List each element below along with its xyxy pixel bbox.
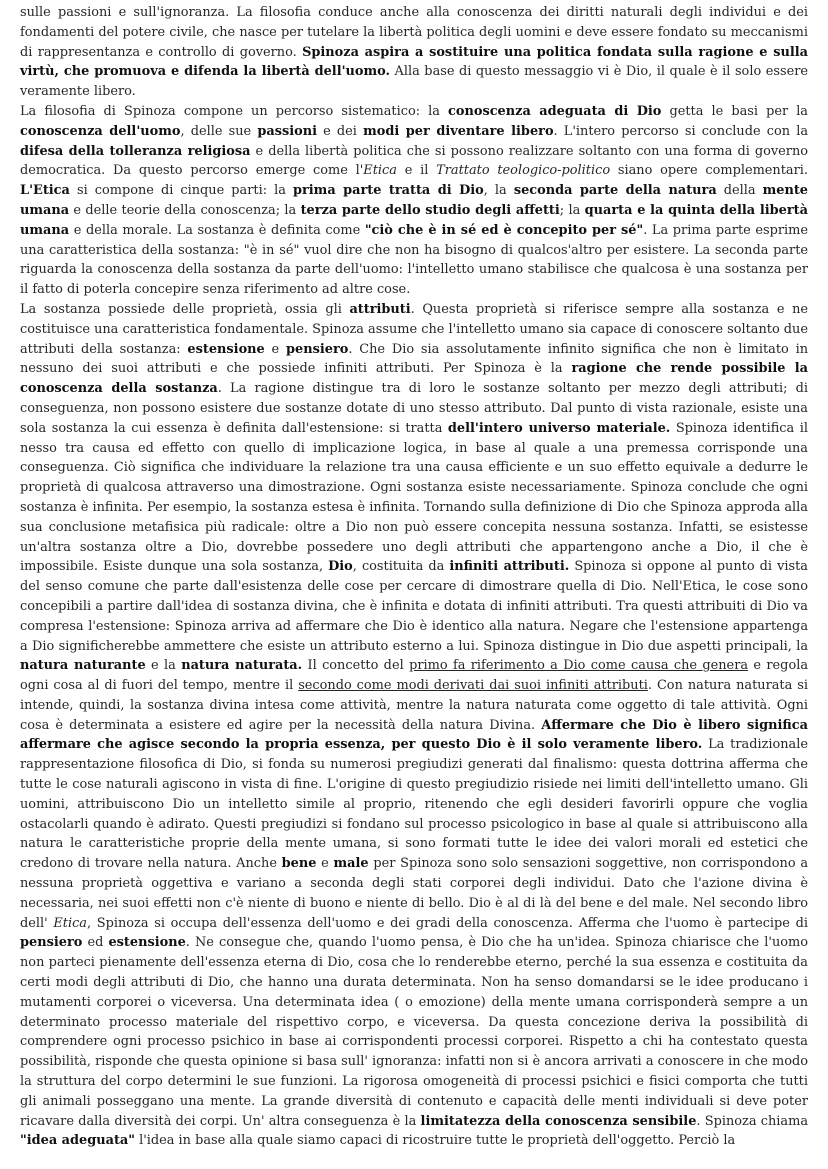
paragraph [20,102,808,300]
italic-text: Etica [363,163,397,179]
bold-text: quarta e la quinta della libertà umana [20,202,808,238]
text-run: e regola ogni cosa al di fuori del tempo, mentre il [20,658,809,694]
text-run: della [716,183,763,199]
bold-text: pensiero [286,341,349,357]
text-run: e [316,856,334,872]
text-run: e la [145,658,182,674]
italic-text: Trattato teologico-politico [436,163,611,179]
text-run: e [264,341,286,357]
paragraph [20,3,808,102]
underlined-text: primo fa riferimento a Dio come causa che genera [409,658,749,674]
text-run: . Questa proprietà si riferisce sempre alla sostanza e ne costituisce una caratteristica fondamentale. Spinoza assume che l'intelletto umano sia capace di conoscere soltanto due attributi della sostanza: [20,301,808,357]
bold-text: estensione [108,935,186,951]
text-run: . Che Dio sia assolutamente infinito significa che non è limitato in nessuno dei suoi attributi e che possiede infiniti attributi. Per Spinoza è la [20,341,809,377]
bold-text: bene [281,856,317,872]
bold-text: prima parte tratta di Dio [292,183,484,199]
bold-text: passioni [257,123,317,139]
bold-text: ragione che rende possibile la conoscenza della sostanza [20,361,808,397]
bold-text: natura naturante [20,658,146,674]
bold-text: limitatezza della conoscenza sensibile [420,1113,697,1129]
text-run: . La prima parte esprime una caratteristica della sostanza: "è in sé" vuol dire che non ha bisogno di qualcos'altro per esistere. La seconda parte riguarda la conoscenza della sostanza da parte dell'uomo: l'intelletto umano stabilisce che qualcosa è una sostanza per il fatto di poterla concepire senza riferimento ad altre cose. [20,222,808,298]
text-run: per Spinoza sono solo sensazioni soggettive, non corrispondono a nessuna proprietà oggettiva e variano a seconda degli stati corporei degli individui. Dato che l'azione divina è necessaria, nei suoi effetti non c'è niente di buono e niente di bello. Dio è al di là del bene e del male. Nel secondo libro dell' [20,856,809,931]
text-run: e dei [317,123,364,139]
text-run: . L'intero percorso si conclude con la [553,123,809,139]
bold-text: seconda parte della natura [513,183,717,199]
text-run: La sostanza possiede delle proprietà, ossia gli [20,301,350,317]
bold-text: Affermare che Dio è libero significa affermare che agisce secondo la propria essenza, per questo Dio è il solo veramente libero. [20,717,808,753]
text-run: . Con natura naturata si intende, quindi, la sostanza divina intesa come attività, mentre la natura naturata come oggetto di tale attività. Ogni cosa è determinata a esistere ed agire per la necessità della natura Divina. [20,678,808,733]
paragraph [20,300,808,1151]
bold-text: modi per diventare libero [363,123,554,139]
bold-text: Dio [328,559,353,575]
text-run: l'idea in base alla quale siamo capaci di ricostruire tutte le proprietà dell'oggetto. Perciò la [135,1133,736,1149]
underlined-text: secondo come modi derivati dai suoi infiniti attributi [298,678,648,694]
bold-text: conoscenza adeguata di Dio [448,103,662,119]
text-run: e delle teorie della conoscenza; la [69,202,301,218]
bold-text: mente umana [20,183,809,218]
text-run: Il concetto del [302,658,410,674]
text-run: siano opere complementari. [610,163,808,179]
bold-text: infiniti attributi. [449,559,570,575]
text-run: Spinoza si oppone al punto di vista del senso comune che parte dall'esistenza delle cose per cercare di dimostrare quella di Dio. Nell'Etica, le cose sono concepibili a partire dall'idea di sostanza divina, che è infinita e dotata di infiniti attributi. Tra questi attribuiti di Dio va compresa l'estensione: Spinoza arriva ad affermare che Dio è identico alla natura. Negare che l'estensione appartenga a Dio significherebbe ammettere che esiste un attributo esterno a lui. Spinoza distingue in Dio due aspetti principali, la [20,559,808,654]
bold-text: Spinoza aspira a sostituire una politica fondata sulla ragione e sulla virtù, che promuova e difenda la libertà dell'uomo. [20,44,808,80]
text-run: e il [396,163,437,179]
italic-text: Etica [53,915,87,931]
bold-text: L'Etica [20,183,70,199]
bold-text: "ciò che è in sé ed è concepito per sé" [364,222,644,238]
text-run: getta le basi per la [661,103,808,119]
text-run: , delle sue [180,123,258,139]
bold-text: "idea adeguata" [20,1133,135,1149]
text-run: La tradizionale rappresentazione filosofica di Dio, si fonda su numerosi pregiudizi generati dal finalismo: questa dottrina afferma che tutte le cose naturali agiscono in vista di fine. L'origine di questo pregiudizio risiede nei limiti dell'intelletto umano. Gli uomini, attribuiscono Dio un intelletto simile al proprio, ritenendo che egli desideri favorirli oppure che voglia ostacolarli quando è adirato. Questi pregiudizi si fondano sul processo psicologico in base al quale si attribuiscono alla natura le caratteristiche proprie della mente umana, si sono formati tutte le idee dei valori morali ed estetici che credono di trovare nella natura. Anche [20,737,808,872]
text-run: , costituita da [352,559,450,575]
text-run: sulle passioni e sull'ignoranza. La filosofia conduce anche alla conoscenza dei diritti naturali degli individui e dei fondamenti del potere civile, che nasce per tutelare la libertà politica degli uomini e deve essere fondato su meccanismi di rappresentanza e controllo di governo. [20,5,808,60]
text-run: La filosofia di Spinoza compone un percorso sistematico: la [20,103,449,119]
document-page [20,3,808,1151]
text-run: e della libertà politica che si possono realizzare soltanto con una forma di governo democratica. Da questo percorso emerge come l' [20,143,809,179]
text-run: . La ragione distingue tra di loro le sostanze soltanto per mezzo degli attributi; di conseguenza, non possono esistere due sostanze dotate di uno stesso attributo. Dal punto di vista razionale, esiste una sola sostanza la cui essenza è definita dall'estensione: si tratta [20,381,808,436]
bold-text: attributi [349,301,411,317]
text-run: . Ne consegue che, quando l'uomo pensa, è Dio che ha un'idea. Spinoza chiarisce che l'uomo non parteci pienamente dell'essenza eterna di Dio, cosa che lo renderebbe eterno, perché la sua essenza e costituita da certi modi degli attributi di Dio, che hanno una durata determinata. Non ha senso domandarsi se le idee producano i mutamenti corporei o viceversa. Una determinata idea ( o emozione) della mente umana corrisponderà sempre a un determinato processo materiale del rispettivo corpo, e viceversa. Da questa concezione deriva la possibilità di comprendere ogni processo psichico in base ai corrispondenti processi corporei. Rispetto a chi ha contestato questa possibilità, risponde che questa opinione si basa sull' ignoranza: infatti non si è ancora arrivati a conoscere in che modo la struttura del corpo determini le sue funzioni. La rigorosa omogeneità di processi psichici e fisici comporta che tutti gli animali posseggano una mente. La grande diversità di contenuto e capacità delle menti individuali si deve poter ricavare dalla diversità dei corpi. Un' altra conseguenza è la [20,935,808,1129]
text-run: ed [82,935,109,951]
bold-text: pensiero [20,935,83,951]
text-run: Alla base di questo messaggio vi è Dio, il quale è il solo essere veramente libero. [20,64,809,100]
text-run: Spinoza identifica il nesso tra causa ed effetto con quello di implicazione logica, in base al quale a una premessa corrisponde una conseguenza. Ciò significa che individuare la relazione tra una causa efficiente e un suo effetto equivale a dedurre le proprietà di qualcosa attraverso una dimostrazione. Ogni sostanza esiste necessariamente. Spinoza conclude che ogni sostanza è infinita. Per esempio, la sostanza estesa è infinita. Tornando sulla definizione di Dio che Spinoza approda alla sua conclusione metafisica più radicale: oltre a Dio non può essere concepita nessuna sostanza. Infatti, se esistesse un'altra sostanza oltre a Dio, dovrebbe possedere uno degli attributi che appartengono anche a Dio, il che è impossibile. Esiste dunque una sola sostanza, [20,420,808,575]
bold-text: natura naturata. [181,658,303,674]
bold-text: terza parte dello studio degli affetti [300,202,560,218]
text-run: . Spinoza chiama [696,1113,809,1129]
bold-text: conoscenza dell'uomo [20,123,181,139]
text-run: si compone di cinque parti: la [69,183,293,199]
bold-text: male [333,856,369,872]
bold-text: estensione [187,341,265,357]
text-run: ; la [559,202,585,218]
text-run: , la [483,183,514,199]
text-run: , Spinoza si occupa dell'essenza dell'uomo e dei gradi della conoscenza. Afferma che l'uomo è partecipe di [87,915,808,931]
bold-text: difesa della tolleranza religiosa [20,143,251,159]
bold-text: dell'intero universo materiale. [447,420,671,436]
text-run: e della morale. La sostanza è definita come [69,222,365,238]
